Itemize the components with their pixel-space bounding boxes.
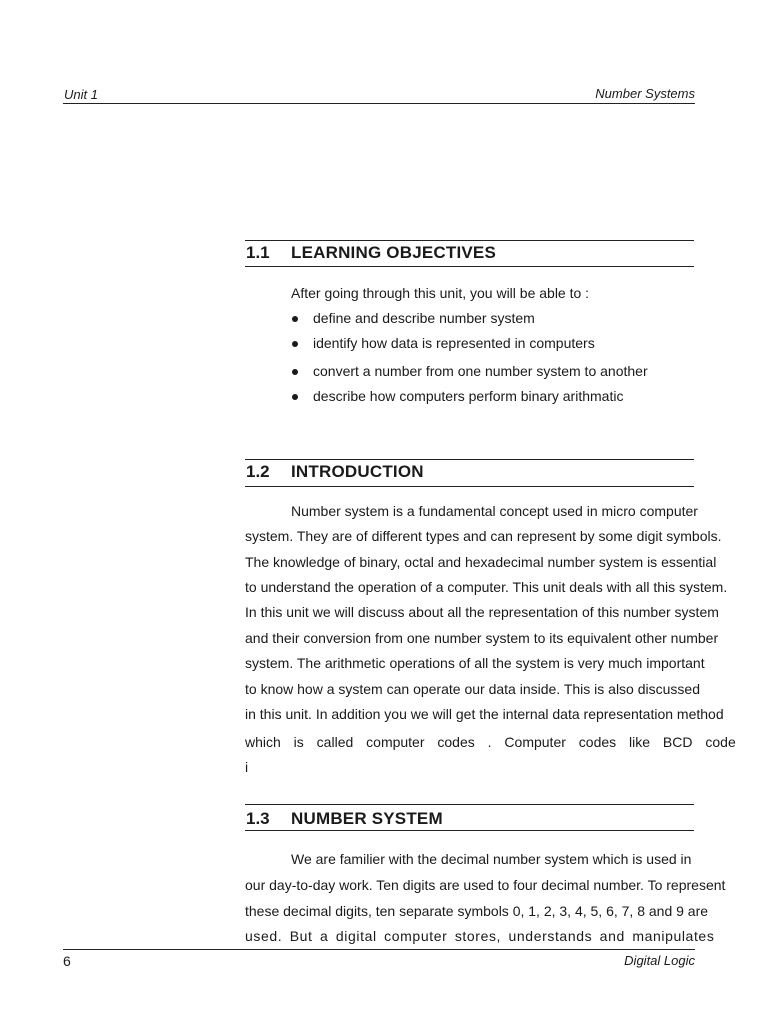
- section-1-number: 1.1: [246, 243, 270, 262]
- objectives-intro: After going through this unit, you will be able to :: [291, 285, 590, 301]
- intro-paragraph-line: In this unit we will discuss about all the representation of this number system: [245, 604, 719, 620]
- section-3-bottom-rule: [245, 830, 694, 831]
- header-chapter-title: Number Systems: [595, 86, 695, 101]
- section-1-bottom-rule: [245, 266, 694, 267]
- number-system-paragraph-line: our day-to-day work. Ten digits are used to four decimal number. To represent: [245, 877, 726, 893]
- section-3-top-rule: [245, 804, 694, 805]
- objective-text: define and describe number system: [313, 310, 535, 326]
- number-system-paragraph-line: We are familier with the decimal number system which is used in: [291, 851, 692, 867]
- section-1-top-rule: [245, 240, 694, 241]
- intro-paragraph-line: to understand the operation of a computer. This unit deals with all this system.: [245, 579, 728, 595]
- objective-text: describe how computers perform binary arithmatic: [313, 388, 624, 404]
- bullet-icon: [292, 316, 298, 322]
- page-number: 6: [63, 953, 71, 969]
- objective-text: identify how data is represented in computers: [313, 335, 595, 351]
- objective-text: convert a number from one number system to another: [313, 363, 648, 379]
- section-2-number: 1.2: [246, 462, 270, 481]
- header-rule: [63, 103, 695, 104]
- intro-paragraph-line: to know how a system can operate our data inside. This is also discussed: [245, 681, 700, 697]
- header-unit: Unit 1: [64, 87, 98, 102]
- intro-paragraph-line: i: [245, 759, 249, 775]
- footer-rule: [63, 949, 695, 950]
- section-3-title: NUMBER SYSTEM: [291, 809, 443, 828]
- section-2-title: INTRODUCTION: [291, 462, 424, 481]
- footer-book-title: Digital Logic: [624, 953, 695, 968]
- bullet-icon: [292, 394, 298, 400]
- intro-paragraph-line: system. They are of different types and can represent by some digit symbols.: [245, 528, 722, 544]
- intro-paragraph-line: The knowledge of binary, octal and hexadecimal number system is essential: [245, 554, 717, 570]
- intro-paragraph-line: and their conversion from one number system to its equivalent other number: [245, 630, 719, 646]
- section-2-top-rule: [245, 459, 694, 460]
- number-system-paragraph-line: used. But a digital computer stores, understands and manipulates: [245, 928, 715, 944]
- section-3-number: 1.3: [246, 809, 270, 828]
- bullet-icon: [292, 369, 298, 375]
- intro-paragraph-line: Number system is a fundamental concept used in micro computer: [291, 503, 698, 519]
- number-system-paragraph-line: these decimal digits, ten separate symbols 0, 1, 2, 3, 4, 5, 6, 7, 8 and 9 are: [245, 903, 709, 919]
- section-1-title: LEARNING OBJECTIVES: [291, 243, 496, 262]
- intro-paragraph-line: which is called computer codes . Computer codes like BCD code: [245, 734, 736, 750]
- section-2-bottom-rule: [245, 486, 694, 487]
- intro-paragraph-line: system. The arithmetic operations of all the system is very much important: [245, 655, 705, 671]
- bullet-icon: [292, 341, 298, 347]
- intro-paragraph-line: in this unit. In addition you we will get the internal data representation method: [245, 706, 724, 722]
